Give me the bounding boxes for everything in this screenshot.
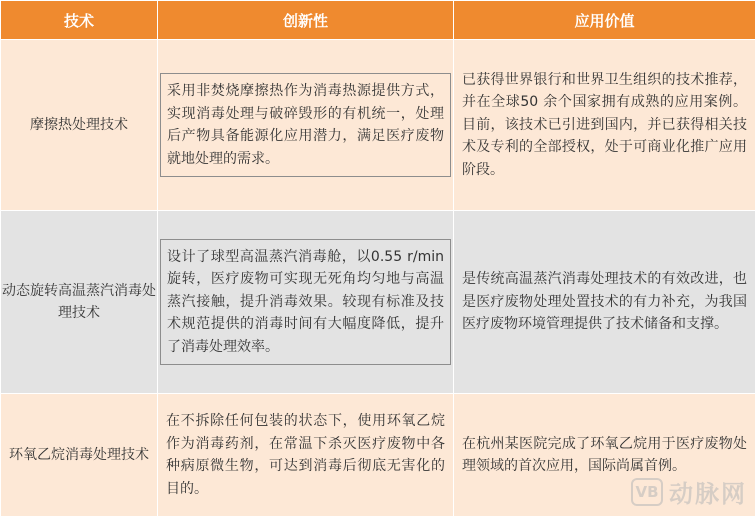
- application-value-text: 是传统高温蒸汽消毒处理技术的有效改进，也是医疗废物处理处置技术的有力补充，为我国医疗废物环境管理提供了技术储备和支撑。: [454, 268, 755, 336]
- table-header-row: [1, 1, 755, 40]
- table-row: [1, 211, 755, 394]
- watermark-text: 动脉网: [669, 474, 747, 509]
- innovation-text: 在不拆除任何包装的状态下，使用环氧乙烷作为消毒药剂，在常温下杀灭医疗废物中各种病原微生物，可达到消毒后彻底无害化的目的。: [158, 410, 453, 500]
- header-technology: 技术: [1, 1, 158, 40]
- innovation-cell: [158, 211, 454, 394]
- header-application-value: 应用价值: [454, 1, 755, 40]
- application-value-text: 在杭州某医院完成了环氧乙烷用于医疗废物处理领域的首次应用，国际尚属首例。: [454, 433, 755, 478]
- vb-logo-icon: VB: [631, 478, 663, 506]
- innovation-cell: [158, 40, 454, 211]
- technology-name: 环氧乙烷消毒处理技术: [1, 394, 158, 517]
- technology-name: 动态旋转高温蒸汽消毒处理技术: [1, 211, 158, 394]
- application-value-text: 已获得世界银行和世界卫生组织的技术推荐，并在全球50 余个国家拥有成熟的应用案例。目前，该技术已引进到国内，并已获得相关技术及专利的全部授权，处于可商业化推广应用阶段。: [454, 69, 755, 182]
- application-value-cell: [454, 211, 755, 394]
- technology-name: 摩擦热处理技术: [1, 40, 158, 211]
- watermark: [631, 474, 747, 509]
- table-row: [1, 40, 755, 211]
- header-innovation: 创新性: [158, 1, 454, 40]
- innovation-cell: [158, 394, 454, 517]
- application-value-cell: [454, 40, 755, 211]
- innovation-text: 采用非焚烧摩擦热作为消毒热源提供方式，实现消毒处理与破碎毁形的有机统一，处理后产物具备能源化应用潜力，满足医疗废物就地处理的需求。: [160, 73, 451, 177]
- innovation-text: 设计了球型高温蒸汽消毒舱，以0.55 r/min 旋转，医疗废物可实现无死角均匀地与高温蒸汽接触，提升消毒效果。较现有标准及技术规范提供的消毒时间有大幅度降低，提升了消毒处理效率。: [160, 239, 451, 366]
